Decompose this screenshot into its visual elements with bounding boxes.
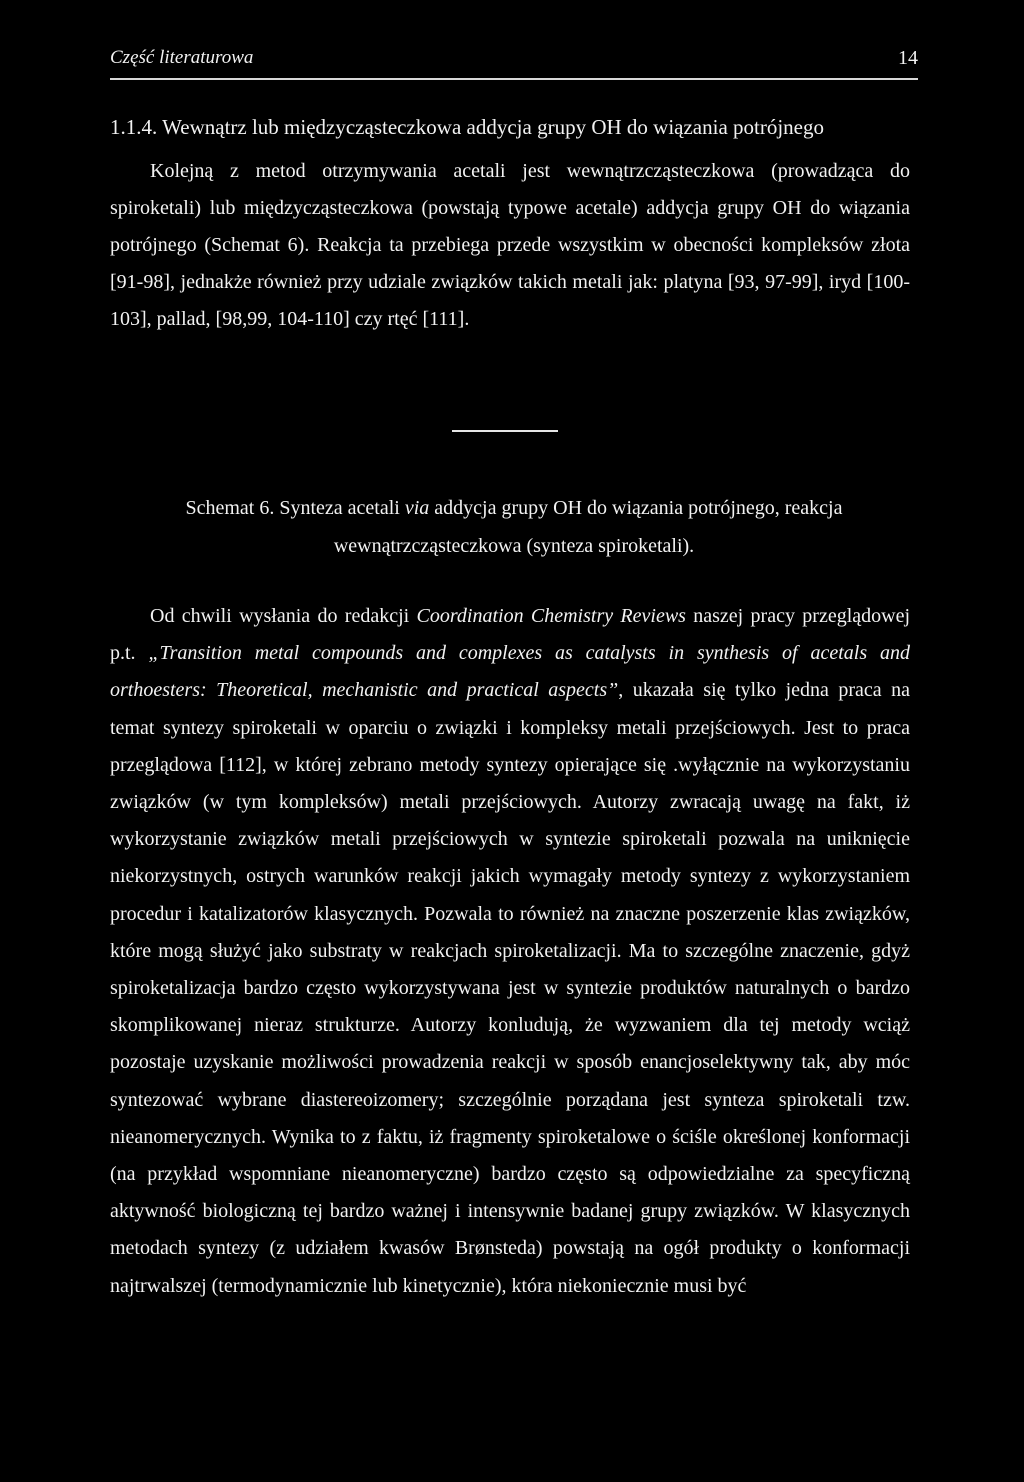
paragraph-review-text-3: , ukazała się tylko jedna praca na temat syntezy spiroketali w oparciu o związki i kompleksy metali przejściowych. Jest to praca przeglądowa [112], w której zebrano metody syntezy opierające się .wyłącznie na wykorzystaniu związków (w tym kompleksów) metali przejściowych. Autorzy zwracają uwagę na fakt, iż wykorzystanie związków metali przejściowych w syntezie spiroketali pozwala na uniknięcie niekorzystnych, ostrych warunków reakcji jakich wymagały metody syntezy z wykorzystaniem procedur i katalizatorów klasycznych. Pozwala to również na znaczne poszerzenie klas związków, które mogą służyć jako substraty w reakcjach spiroketalizacji. Ma to szczególne znaczenie, gdyż spiroketalizacja bardzo często wykorzystywana jest w syntezie produktów naturalnych o bardzo skomplikowanej nieraz strukturze. Autorzy konludują, że wyzwaniem dla tej metody wciąż pozostaje uzyskanie możliwości prowadzenia reakcji w sposób enancjoselektywny tak, aby móc syntezować wybrane diastereoizomery; szczególnie porządana jest synteza spiroketali tzw. nieanomerycznych. Wynika to z faktu, iż fragmenty spiroketalowe o ściśle określonej konformacji (na przykład wspomniane nieanomeryczne) bardzo często są odpowiedzialne za specyficzną aktywność biologiczną tej bardzo ważnej i intensywnie badanej grupy związków. W klasycznych metodach syntezy (z udziałem kwasów Brønsteda) powstają na ogół produkty o konformacji najtrwalszej (termodynamicznie lub kinetycznie), która niekoniecznie musi być	[110, 679, 911, 1297]
caption-italic-via: via	[404, 497, 430, 519]
section-heading: 1.1.4. Wewnątrz lub międzycząsteczkowa addycja grupy OH do wiązania potrójnego	[110, 115, 824, 139]
caption-text-end: addycja grupy OH do wiązania potrójnego, reakcja wewnątrzcząsteczkowa (synteza spiroketali).	[333, 497, 843, 557]
paragraph-review-text-2: naszej pracy przeglądowej p.t.	[110, 605, 911, 665]
review-title: „Transition metal compounds and complexes as catalysts in synthesis of acetals and orthoesters: Theoretical, mechanistic and practical aspects”	[110, 642, 910, 702]
paragraph-intro: Kolejną z metod otrzymywania acetali jest wewnątrzcząsteczkowa (prowadząca do spiroketali) lub międzycząsteczkowa (powstają typowe acetale) addycja grupy OH do wiązania potrójnego (Schemat 6). Reakcja ta przebiega przede wszystkim w obecności kompleksów złota [91-98], jednakże również przy udziale związków takich metali jak: platyna [93, 97-99], iryd [100-103], pallad, [98,99, 104-110] czy rtęć [111].	[110, 160, 910, 330]
scheme-caption	[110, 489, 918, 565]
paragraph-review	[110, 598, 910, 1305]
running-header-section: Część literaturowa	[110, 47, 254, 68]
paragraph-review-text-1: Od chwili wysłania do redakcji	[150, 605, 417, 627]
journal-name: Coordination Chemistry Reviews	[416, 605, 686, 627]
header-divider	[110, 78, 918, 80]
scheme-placeholder-line	[452, 430, 558, 432]
caption-text-start: Schemat 6. Synteza acetali	[185, 497, 405, 519]
page-number: 14	[898, 47, 918, 69]
